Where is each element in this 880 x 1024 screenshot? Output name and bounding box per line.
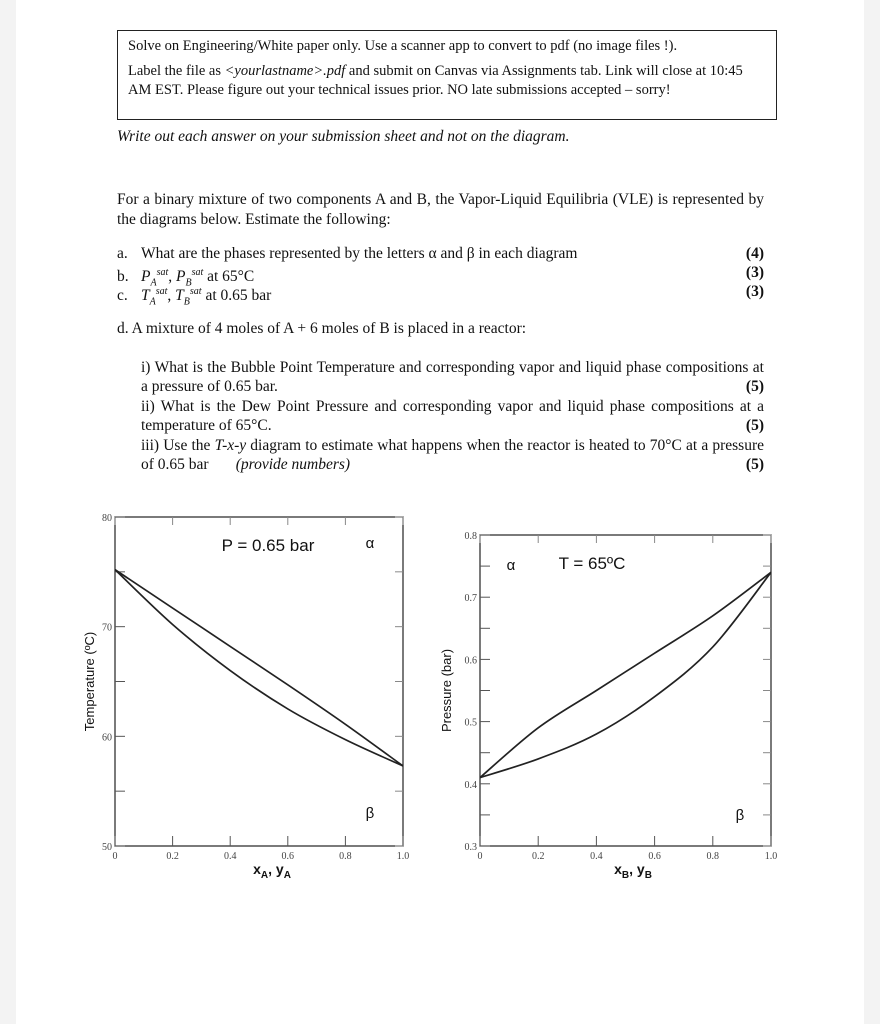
x-tick-label: 0.4: [590, 851, 603, 862]
x-tick-label: 0: [112, 851, 118, 862]
problem-intro: For a binary mixture of two components A and B, the Vapor-Liquid Equilibria (VLE) is represented by the diagrams below. Estimate the following:: [117, 191, 764, 228]
x-tick-label: 0.8: [706, 851, 720, 862]
y-tick-label: 60: [102, 732, 112, 744]
tb-sub: B: [183, 296, 190, 308]
question-d-i-points: (5): [745, 378, 764, 395]
series-curve-0: [115, 570, 403, 766]
x-axis-label-part: ,: [629, 861, 637, 877]
question-d-ii-text: ii) What is the Dew Point Pressure and corresponding vapor and liquid phase compositions at a temperature of 65°C.: [141, 398, 764, 434]
series-curve-0: [480, 572, 771, 777]
question-c-tail: at 0.65 bar: [201, 287, 272, 305]
x-axis-label: [253, 861, 291, 881]
x-tick-label: 1.0: [396, 851, 410, 862]
x-axis-label-part: x: [614, 861, 622, 877]
x-axis-label-part: A: [283, 870, 291, 881]
txy-diagram: [82, 513, 409, 881]
x-tick-label: 0.6: [648, 851, 661, 862]
notice-line-1: Solve on Engineering/White paper only. Use a scanner app to convert to pdf (no image files !).: [128, 38, 678, 54]
question-c-label: c.: [117, 287, 128, 305]
question-b-sep: ,: [168, 268, 176, 286]
instruction-text: Write out each answer on your submission sheet and not on the diagram.: [117, 128, 570, 145]
question-b-label: b.: [117, 268, 129, 286]
y-tick-label: 0.4: [464, 779, 477, 791]
notice-line-2-start: Label the file as: [128, 63, 225, 79]
y-tick-label: 50: [102, 842, 112, 853]
pxy-diagram: [439, 531, 777, 881]
chart-title: P = 0.65 bar: [221, 536, 315, 555]
question-a-points: (4): [745, 245, 764, 262]
plot-frame: [115, 517, 403, 846]
y-tick-label: 0.5: [464, 717, 477, 729]
x-tick-label: 0.2: [531, 851, 545, 862]
question-b-tail: at 65°C: [203, 268, 255, 286]
question-d-ii-points: (5): [745, 417, 764, 434]
y-tick-label: 0.8: [464, 531, 477, 542]
y-tick-label: 0.6: [464, 655, 477, 667]
x-tick-label: 0.4: [223, 851, 237, 862]
x-tick-label: 0.2: [166, 851, 179, 862]
question-a-label: a.: [117, 245, 128, 262]
tb-sup: sat: [189, 286, 202, 297]
pa-sup: sat: [156, 267, 169, 278]
question-d-iii-points: (5): [745, 456, 764, 473]
pa-sub: A: [150, 277, 157, 289]
pa-symbol: P: [141, 268, 151, 286]
y-tick-label: 80: [102, 513, 112, 524]
x-axis-label-part: B: [644, 870, 652, 881]
question-d-iii-text-c: diagram to estimate what happens when the reactor is heated to 70°C at a pressure of 0.65 bar: [141, 437, 764, 473]
question-b-points: (3): [745, 264, 764, 281]
ta-sup: sat: [155, 286, 168, 297]
question-d-iii-note: (provide numbers): [235, 456, 351, 473]
question-d-i-text: i) What is the Bubble Point Temperature and corresponding vapor and liquid phase compositions at a pressure of 0.65 bar.: [141, 359, 764, 395]
alpha-region-label: α: [506, 557, 516, 574]
question-d: d. A mixture of 4 moles of A + 6 moles of B is placed in a reactor:: [117, 320, 527, 337]
chart-title: T = 65ºC: [558, 554, 626, 573]
notice-filename: <yourlastname>.pdf: [224, 63, 346, 79]
y-axis-label: Pressure (bar): [439, 648, 454, 733]
question-c-sep: ,: [167, 287, 176, 305]
x-axis-label-part: ,: [268, 861, 276, 877]
tb-symbol: T: [175, 287, 184, 305]
pb-sup: sat: [191, 267, 204, 278]
pb-symbol: P: [176, 268, 186, 286]
question-d-iii-text-a: iii) Use the: [141, 437, 215, 454]
question-c-points: (3): [745, 283, 764, 300]
series-curve-1: [480, 572, 771, 777]
x-tick-label: 0.6: [281, 851, 295, 862]
y-axis-label: Temperature (ºC): [82, 631, 97, 732]
plot-frame: [480, 535, 771, 846]
x-axis-label-part: x: [253, 861, 261, 877]
question-a-text: What are the phases represented by the letters α and β in each diagram: [141, 245, 578, 262]
x-axis-label-part: B: [621, 870, 630, 881]
ta-symbol: T: [141, 287, 150, 305]
ta-sub: A: [149, 296, 156, 308]
y-tick-label: 0.7: [464, 593, 477, 605]
beta-region-label: β: [735, 807, 745, 824]
x-axis-label-part: A: [260, 870, 269, 881]
pb-sub: B: [185, 277, 192, 289]
y-tick-label: 0.3: [464, 842, 477, 853]
x-tick-label: 1.0: [764, 851, 778, 862]
x-axis-label: [614, 861, 652, 881]
x-tick-label: 0.8: [339, 851, 352, 862]
x-axis-label-part: y: [636, 861, 645, 877]
beta-region-label: β: [365, 805, 375, 822]
question-d-iii-txy: T-x-y: [214, 437, 247, 454]
alpha-region-label: α: [365, 535, 375, 552]
x-axis-label-part: y: [275, 861, 284, 877]
notice-line-2-end: and submit on Canvas via Assignments tab. Link will close at 10:45 AM EST. Please figure out your technical issues prior. NO late submissions accepted – sorry!: [128, 63, 743, 98]
x-tick-label: 0: [477, 851, 483, 862]
y-tick-label: 70: [102, 622, 112, 634]
